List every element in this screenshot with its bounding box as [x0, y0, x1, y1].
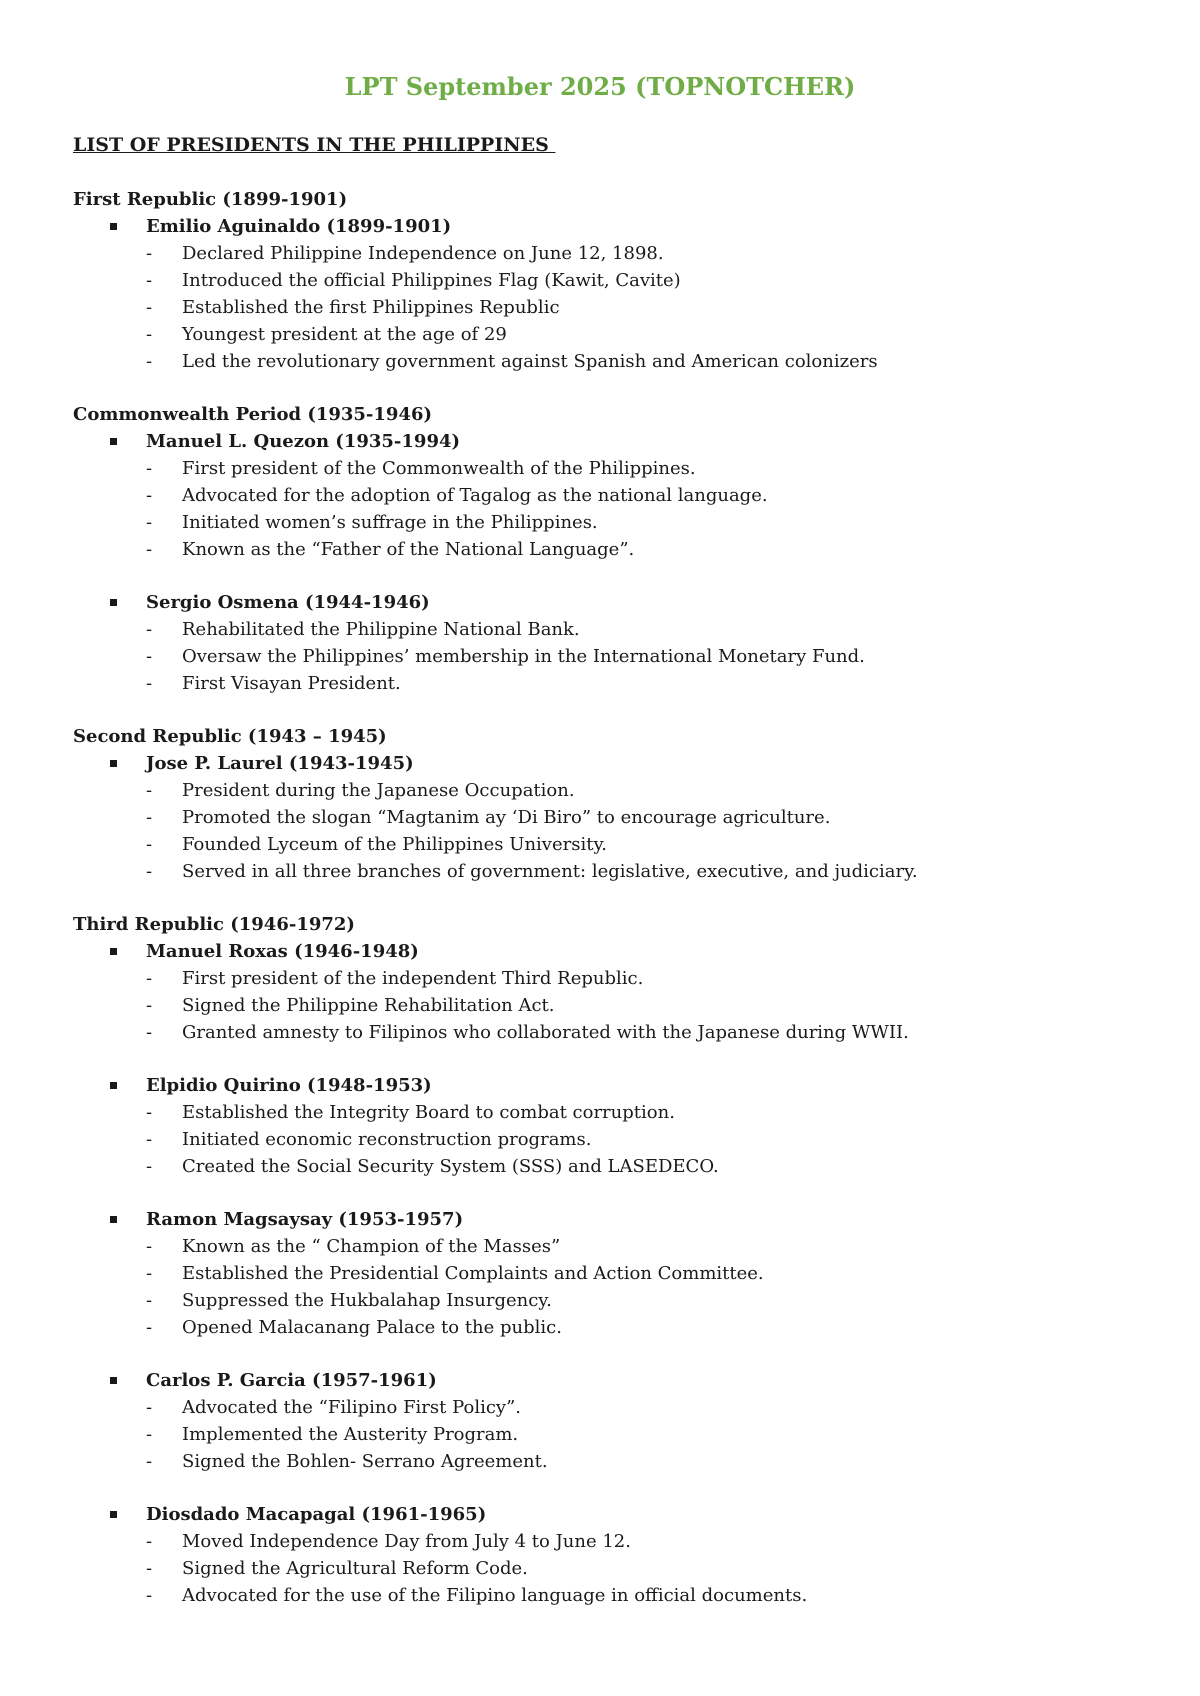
president-name-text: Diosdado Macapagal (1961-1965) [146, 1504, 487, 1525]
dash-bullet-icon: - [146, 1317, 153, 1338]
list-item [73, 1099, 1153, 1126]
dash-bullet-icon: - [146, 780, 153, 801]
president-name [73, 428, 1153, 455]
list-item [73, 804, 1153, 831]
dash-bullet-icon: - [146, 1451, 153, 1472]
list-item-text: Initiated economic reconstruction programs. [182, 1129, 592, 1150]
list-item-text: Advocated for the use of the Filipino language in official documents. [182, 1585, 808, 1606]
list-item-text: Rehabilitated the Philippine National Bank. [182, 619, 580, 640]
list-item-text: Signed the Bohlen- Serrano Agreement. [182, 1451, 548, 1472]
list-item [73, 267, 1153, 294]
square-bullet-icon [110, 1377, 117, 1384]
square-bullet-icon [110, 1216, 117, 1223]
dash-bullet-icon: - [146, 1585, 153, 1606]
list-item-text: Founded Lyceum of the Philippines University. [182, 834, 607, 855]
list-item [73, 482, 1153, 509]
president-name-text: Jose P. Laurel (1943-1945) [146, 753, 414, 774]
president-name [73, 938, 1153, 965]
section-gap [73, 697, 1153, 723]
president-name-text: Elpidio Quirino (1948-1953) [146, 1075, 432, 1096]
list-item [73, 321, 1153, 348]
president-name [73, 213, 1153, 240]
president-gap [73, 1046, 1153, 1072]
list-item-text: Signed the Agricultural Reform Code. [182, 1558, 528, 1579]
list-item-text: Promoted the slogan “Magtanim ay ‘Di Biro” to encourage agriculture. [182, 807, 831, 828]
dash-bullet-icon: - [146, 1290, 153, 1311]
square-bullet-icon [110, 223, 117, 230]
dash-bullet-icon: - [146, 512, 153, 533]
list-item-text: Established the first Philippines Republic [182, 297, 560, 318]
president-name [73, 1206, 1153, 1233]
list-item-text: Declared Philippine Independence on June 12, 1898. [182, 243, 664, 264]
list-item [73, 670, 1153, 697]
list-item-text: Opened Malacanang Palace to the public. [182, 1317, 562, 1338]
list-item-text: Suppressed the Hukbalahap Insurgency. [182, 1290, 552, 1311]
dash-bullet-icon: - [146, 1129, 153, 1150]
dash-bullet-icon: - [146, 351, 153, 372]
dash-bullet-icon: - [146, 324, 153, 345]
dash-bullet-icon: - [146, 485, 153, 506]
dash-bullet-icon: - [146, 1263, 153, 1284]
list-item [73, 992, 1153, 1019]
dash-bullet-icon: - [146, 619, 153, 640]
list-heading: LIST OF PRESIDENTS IN THE PHILIPPINES [73, 134, 556, 156]
dash-bullet-icon: - [146, 646, 153, 667]
square-bullet-icon [110, 1082, 117, 1089]
list-item-text: Signed the Philippine Rehabilitation Act. [182, 995, 555, 1016]
president-name-text: Ramon Magsaysay (1953-1957) [146, 1209, 464, 1230]
list-item-text: Oversaw the Philippines’ membership in the International Monetary Fund. [182, 646, 865, 667]
list-item-text: First president of the Commonwealth of the Philippines. [182, 458, 696, 479]
list-item [73, 455, 1153, 482]
dash-bullet-icon: - [146, 297, 153, 318]
dash-bullet-icon: - [146, 1397, 153, 1418]
president-gap [73, 1475, 1153, 1501]
square-bullet-icon [110, 438, 117, 445]
list-item-text: President during the Japanese Occupation. [182, 780, 575, 801]
list-item [73, 536, 1153, 563]
presidents-list [73, 186, 1153, 1609]
list-item [73, 831, 1153, 858]
list-item-text: Served in all three branches of government: legislative, executive, and judiciary. [182, 861, 918, 882]
president-name [73, 1501, 1153, 1528]
section-gap [73, 375, 1153, 401]
list-item-text: Established the Integrity Board to combat corruption. [182, 1102, 675, 1123]
list-item [73, 1421, 1153, 1448]
president-name [73, 1367, 1153, 1394]
list-item-text: Known as the “Father of the National Language”. [182, 539, 635, 560]
dash-bullet-icon: - [146, 834, 153, 855]
list-item [73, 643, 1153, 670]
list-item [73, 1394, 1153, 1421]
section-gap [73, 885, 1153, 911]
list-item [73, 1260, 1153, 1287]
list-item-text: Initiated women’s suffrage in the Philippines. [182, 512, 598, 533]
president-name [73, 589, 1153, 616]
dash-bullet-icon: - [146, 968, 153, 989]
president-gap [73, 1341, 1153, 1367]
list-item [73, 777, 1153, 804]
list-item-text: First president of the independent Third Republic. [182, 968, 644, 989]
document-title: LPT September 2025 (TOPNOTCHER) [344, 72, 856, 101]
list-item [73, 616, 1153, 643]
list-item [73, 1126, 1153, 1153]
dash-bullet-icon: - [146, 995, 153, 1016]
dash-bullet-icon: - [146, 1236, 153, 1257]
dash-bullet-icon: - [146, 539, 153, 560]
list-item [73, 1153, 1153, 1180]
list-item [73, 1555, 1153, 1582]
list-item [73, 1314, 1153, 1341]
list-item [73, 1448, 1153, 1475]
list-item [73, 1019, 1153, 1046]
dash-bullet-icon: - [146, 458, 153, 479]
list-item [73, 348, 1153, 375]
list-item [73, 294, 1153, 321]
list-item-text: Introduced the official Philippines Flag (Kawit, Cavite) [182, 270, 681, 291]
dash-bullet-icon: - [146, 1558, 153, 1579]
dash-bullet-icon: - [146, 673, 153, 694]
list-item-text: Known as the “ Champion of the Masses” [182, 1236, 561, 1257]
dash-bullet-icon: - [146, 861, 153, 882]
president-name [73, 750, 1153, 777]
dash-bullet-icon: - [146, 1022, 153, 1043]
president-name-text: Manuel Roxas (1946-1948) [146, 941, 419, 962]
list-item [73, 509, 1153, 536]
dash-bullet-icon: - [146, 1156, 153, 1177]
period-heading: First Republic (1899-1901) [73, 189, 348, 210]
square-bullet-icon [110, 1511, 117, 1518]
list-item-text: Led the revolutionary government against Spanish and American colonizers [182, 351, 878, 372]
list-item-text: First Visayan President. [182, 673, 401, 694]
list-item-text: Advocated the “Filipino First Policy”. [182, 1397, 522, 1418]
list-item-text: Moved Independence Day from July 4 to June 12. [182, 1531, 631, 1552]
list-item [73, 965, 1153, 992]
period-heading: Third Republic (1946-1972) [73, 914, 355, 935]
president-name [73, 1072, 1153, 1099]
list-item-text: Established the Presidential Complaints and Action Committee. [182, 1263, 764, 1284]
dash-bullet-icon: - [146, 270, 153, 291]
list-item-text: Granted amnesty to Filipinos who collaborated with the Japanese during WWII. [182, 1022, 909, 1043]
square-bullet-icon [110, 599, 117, 606]
dash-bullet-icon: - [146, 1424, 153, 1445]
list-item [73, 1582, 1153, 1609]
president-name-text: Manuel L. Quezon (1935-1994) [146, 431, 461, 452]
president-name-text: Carlos P. Garcia (1957-1961) [146, 1370, 437, 1391]
list-item [73, 1528, 1153, 1555]
president-gap [73, 563, 1153, 589]
dash-bullet-icon: - [146, 243, 153, 264]
list-item [73, 858, 1153, 885]
dash-bullet-icon: - [146, 1531, 153, 1552]
square-bullet-icon [110, 948, 117, 955]
list-item-text: Created the Social Security System (SSS) and LASEDECO. [182, 1156, 719, 1177]
period-heading: Second Republic (1943 – 1945) [73, 726, 387, 747]
list-item [73, 240, 1153, 267]
list-item-text: Implemented the Austerity Program. [182, 1424, 519, 1445]
list-item [73, 1287, 1153, 1314]
dash-bullet-icon: - [146, 1102, 153, 1123]
list-item-text: Youngest president at the age of 29 [182, 324, 507, 345]
president-name-text: Emilio Aguinaldo (1899-1901) [146, 216, 452, 237]
president-gap [73, 1180, 1153, 1206]
president-name-text: Sergio Osmena (1944-1946) [146, 592, 430, 613]
dash-bullet-icon: - [146, 807, 153, 828]
square-bullet-icon [110, 760, 117, 767]
list-item [73, 1233, 1153, 1260]
period-heading: Commonwealth Period (1935-1946) [73, 404, 433, 425]
list-item-text: Advocated for the adoption of Tagalog as the national language. [182, 485, 768, 506]
